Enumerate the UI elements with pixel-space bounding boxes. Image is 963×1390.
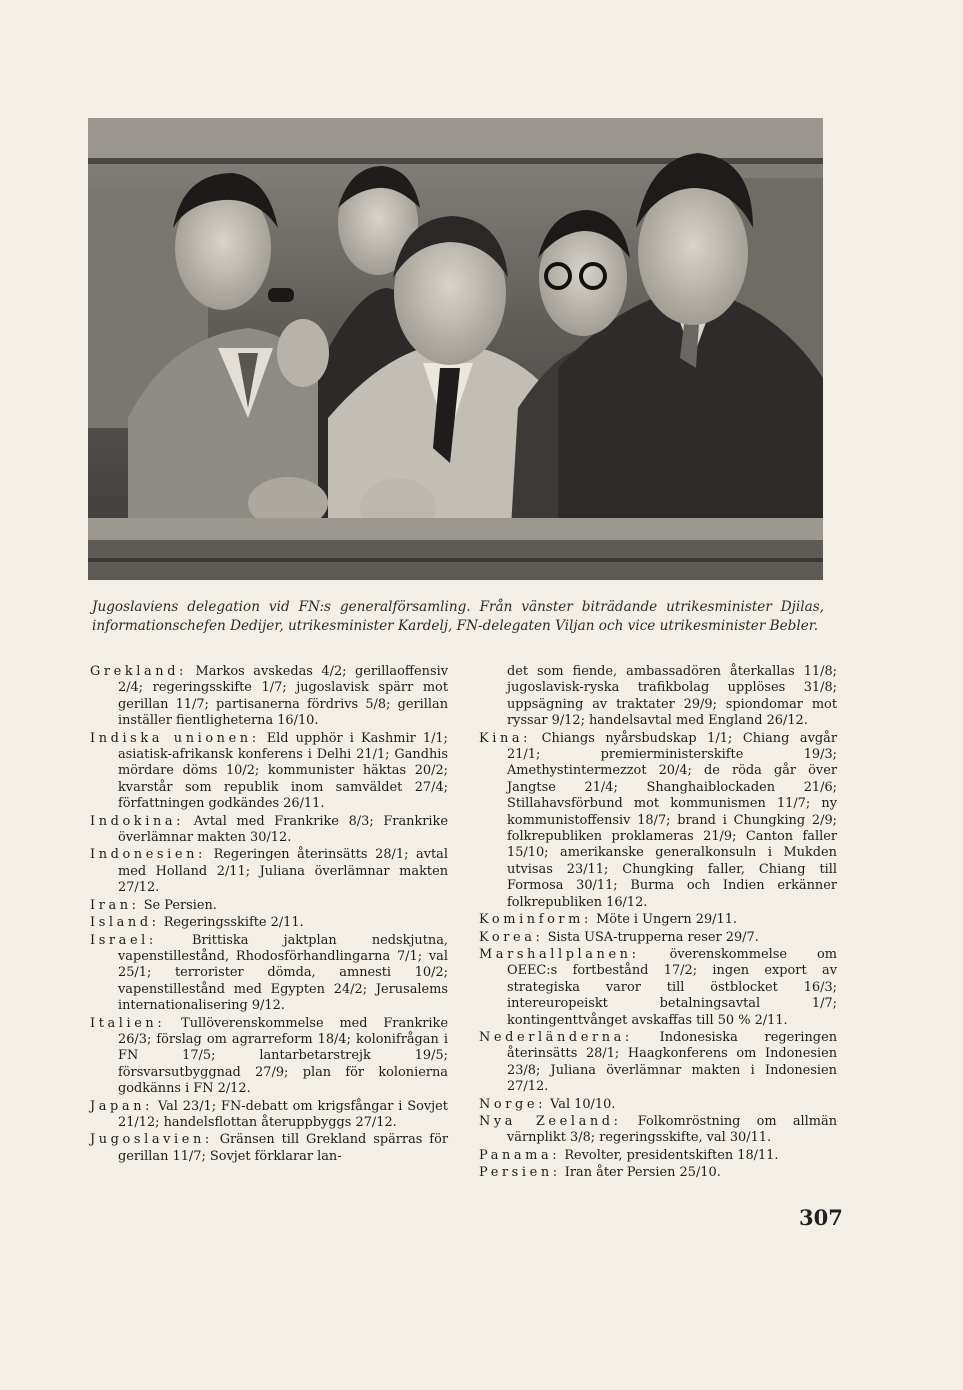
entry-japan — [90, 1099, 448, 1132]
entry-text: Markos avskedas 4/2; gerillaoffensiv 2/4; regeringsskifte 1/7; jugoslavisk spärr mot gerillan 11/7; partisanerna fördrivs 5/8; gerillan inställer fientligheterna 16/10. — [118, 664, 448, 729]
left-column — [90, 664, 448, 1166]
right-column — [479, 664, 837, 1183]
photo-caption: Jugoslaviens delegation vid FN:s generalförsamling. Från vänster biträdande utrikesminister Djilas, informationschefen Dedijer, utrikesminister Kardelj, FN-delegaten Viljan och vice utrikesminister Bebler. — [92, 599, 824, 634]
entry-text: Folkomröstning om allmän värnplikt 3/8; regeringsskifte, val 30/11. — [507, 1113, 837, 1146]
entry-kina — [479, 731, 837, 911]
entry-indokina — [90, 814, 448, 847]
entry-text: Val 23/1; FN-debatt om krigsfångar i Sovjet 21/12; handelsflottan återuppbyggs 27/12. — [118, 1098, 448, 1130]
entry-kominform — [479, 912, 837, 928]
entry-keyword: Kominform: — [479, 912, 592, 928]
entry-nya-zeeland — [479, 1114, 837, 1147]
entry-text: Tullöverenskommelse med Frankrike 26/3; förslag om agrarreform 18/4; kolonifrågan i FN 17/5; lantarbetarstrejk 19/5; försvarsutbyggnad 27/9; plan för kolonierna godkänns i FN 2/12. — [118, 1015, 448, 1097]
entry-keyword: Iran: — [90, 897, 140, 913]
entry-keyword: Island: — [90, 915, 160, 931]
entry-jugoslavien — [90, 1132, 448, 1165]
entry-text: Indonesiska regeringen återinsätts 28/1; Haagkonferens om Indonesien 23/8; Juliana överlämnar makten i Indonesien 27/12. — [507, 1029, 837, 1095]
entry-marshallplanen — [479, 947, 837, 1029]
entry-text: Möte i Ungern 29/11. — [591, 912, 738, 928]
entry-keyword: Indokina: — [90, 813, 185, 829]
entry-jugoslavien-continued — [479, 664, 837, 730]
entry-text: Avtal med Frankrike 8/3; Frankrike överlämnar makten 30/12. — [118, 813, 448, 846]
entry-keyword: Grekland: — [90, 664, 188, 679]
entry-text: Gränsen till Grekland spärras för gerillan 11/7; Sovjet förklarar lan- — [118, 1132, 448, 1164]
entry-persien — [479, 1165, 837, 1181]
entry-text: Brittiska jaktplan nedskjutna, vapenstillestånd, Rhodosförhandlingarna 7/1; val 25/1; terrorister dömda, amnesti 10/2; vapenstillestånd med Egypten 24/2; Jerusalems internationalisering 9/12. — [118, 932, 448, 1014]
entry-keyword: Korea: — [479, 929, 544, 945]
entry-nederlanderna — [479, 1030, 837, 1096]
delegation-photo — [88, 118, 823, 580]
entry-korea — [479, 930, 837, 946]
entry-text: Val 10/10. — [546, 1096, 616, 1112]
entry-grekland — [90, 664, 448, 730]
entry-keyword: Persien: — [479, 1165, 561, 1181]
entry-panama — [479, 1148, 837, 1164]
entry-keyword: Japan: — [90, 1098, 154, 1114]
entry-keyword: Norge: — [479, 1096, 547, 1112]
entry-text: Iran åter Persien 25/10. — [560, 1165, 721, 1181]
entry-keyword: Nya Zeeland: — [479, 1113, 622, 1129]
entry-norge — [479, 1097, 837, 1113]
entry-keyword: Indiska unionen: — [90, 730, 260, 746]
entry-keyword: Indonesien: — [90, 847, 206, 863]
entry-keyword: Jugoslavien: — [90, 1132, 213, 1148]
entry-keyword: Italien: — [90, 1015, 166, 1031]
entry-text: Chiangs nyårsbudskap 1/1; Chiang avgår 21/1; premierministerskifte 19/3; Amethystintermezzot 20/4; de röda går över Jangtse 21/4; Shanghaiblockaden 21/6; Stillahavsförbund mot kommunismen 11/7; ny kommunistoffensiv 18/7; brand i Chungking 2/9; folkrepubliken proklameras 21/9; Canton faller 15/10; amerikanske generalkonsuln i Mukden utvisas 23/11; Chungking faller, Chiang till Formosa 30/11; Burma och Indien erkänner folkrepubliken 16/12. — [507, 730, 837, 910]
entry-keyword: Nederländerna: — [479, 1029, 633, 1045]
entry-text: Regeringen återinsätts 28/1; avtal med Holland 2/11; Juliana överlämnar makten 27/12. — [118, 847, 448, 896]
entry-text: Eld upphör i Kashmir 1/1; asiatisk-afrikansk konferens i Delhi 21/1; Gandhis mördare döms 10/2; kommunister häktas 20/2; kvarstår som republik inom samväldet 27/4; författningen godkändes 26/11. — [118, 730, 448, 812]
entry-text: Regeringsskifte 2/11. — [159, 915, 304, 931]
entry-keyword: Kina: — [479, 730, 532, 746]
entry-text: Se Persien. — [139, 897, 217, 913]
page-number: 307 — [799, 1205, 843, 1230]
entry-indonesien — [90, 847, 448, 896]
entry-text: Revolter, presidentskiften 18/11. — [560, 1147, 779, 1163]
entry-keyword: Panama: — [479, 1147, 561, 1163]
photo-image — [88, 118, 823, 580]
entry-keyword: Israel: — [90, 932, 157, 948]
entry-israel — [90, 933, 448, 1015]
entry-iran — [90, 898, 448, 914]
entry-text: det som fiende, ambassadören återkallas 11/8; jugoslavisk-ryska trafikbolag upplöses 31/8; uppsägning av traktater 29/9; spiondomar mot ryssar 9/12; handelsavtal med England 26/12. — [507, 664, 837, 729]
entry-island — [90, 915, 448, 931]
entry-italien — [90, 1016, 448, 1098]
entry-text: överenskommelse om OEEC:s fortbestånd 17/2; ingen export av strategiska varor till östblocket 16/3; intereuropeiskt betalningsavtal 1/7; kontingenttvånget avskaffas till 50 % 2/11. — [507, 946, 837, 1028]
entry-indiska-unionen — [90, 731, 448, 813]
entry-text: Sista USA-trupperna reser 29/7. — [543, 929, 759, 945]
entry-keyword: Marshallplanen: — [479, 946, 640, 962]
